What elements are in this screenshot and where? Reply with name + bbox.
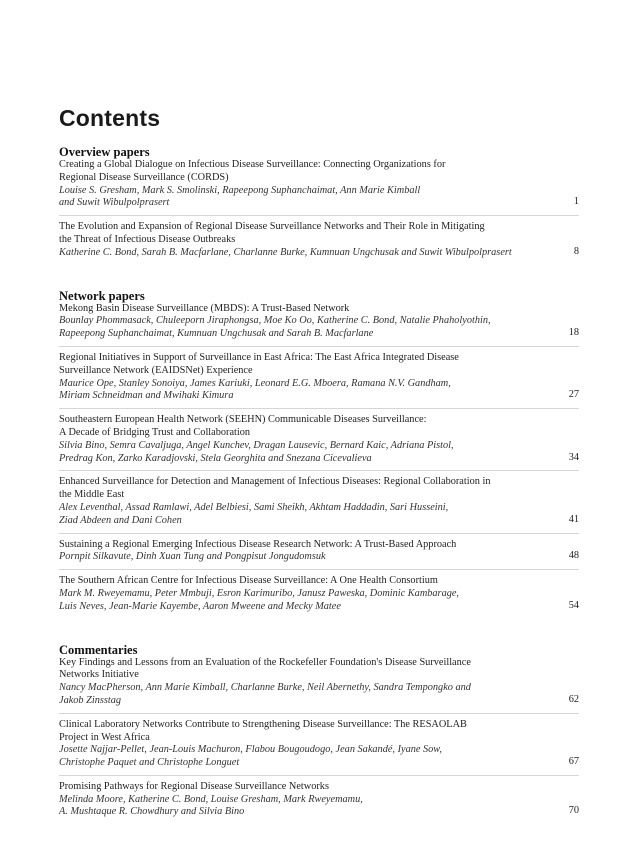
page-title: Contents bbox=[59, 105, 161, 131]
entry-title: Sustaining a Regional Emerging Infectious Disease Research Network: A Trust-Based Approach bbox=[59, 538, 457, 550]
entry-title: The Southern African Centre for Infectious Disease Surveillance: A One Health Consortium bbox=[59, 575, 438, 587]
entry-title: Key Findings and Lessons from an Evaluation of the Rockefeller Foundation's Disease Surveillance Networks Initiative bbox=[59, 656, 471, 681]
section-spacer bbox=[59, 629, 579, 643]
entry-title: The Evolution and Expansion of Regional Disease Surveillance Networks and Their Role in Mitigating the Threat of Infectious Disease Outbreaks bbox=[59, 221, 485, 245]
section-heading: Commentaries bbox=[59, 642, 138, 657]
entry-page-number: 18 bbox=[568, 327, 579, 339]
entry-page-number: 67 bbox=[568, 756, 579, 768]
contents-sections bbox=[59, 145, 579, 824]
entry-title: Enhanced Surveillance for Detection and Management of Infectious Diseases: Regional Collaboration in the Middle East bbox=[59, 476, 491, 501]
entry-page-number: 34 bbox=[568, 451, 579, 463]
entry-page-number: 54 bbox=[568, 599, 579, 611]
entry-page-number: 70 bbox=[568, 805, 579, 817]
toc-entry[interactable] bbox=[59, 414, 579, 471]
entry-authors: Maurice Ope, Stanley Sonoiya, James Kariuki, Leonard E.G. Mboera, Ramana N.V. Gandham, Miriam Schneidman and Mwihaki Kimura bbox=[59, 377, 451, 402]
contents-section bbox=[59, 145, 579, 265]
entry-page-number: 62 bbox=[568, 693, 579, 705]
toc-entry[interactable] bbox=[59, 476, 579, 533]
entry-authors: Nancy MacPherson, Ann Marie Kimball, Charlanne Burke, Neil Abernethy, Sandra Tempongko and Jakob Zinsstag bbox=[59, 682, 471, 706]
entry-authors: Alex Leventhal, Assad Ramlawi, Adel Belbiesi, Sami Sheikh, Akhtam Haddadin, Sari Husseini, Ziad Abdeen and Dani Cohen bbox=[59, 501, 449, 526]
entry-authors: Pornpit Silkavute, Dinh Xuan Tung and Pongpisut Jongudomsuk bbox=[59, 551, 326, 563]
toc-entry[interactable] bbox=[59, 303, 579, 347]
toc-entry[interactable] bbox=[59, 352, 579, 409]
entry-authors: Josette Najjar-Pellet, Jean-Louis Machuron, Flabou Bougoudogo, Jean Sakandé, Iyane Sow, Christophe Paquet and Christophe Longuet bbox=[59, 744, 442, 769]
entry-title: Promising Pathways for Regional Disease Surveillance Networks bbox=[59, 780, 329, 792]
entry-title: Regional Initiatives in Support of Surveillance in East Africa: The East Africa Integrated Disease Surveillance Network (EAIDSNet) Experience bbox=[59, 351, 459, 376]
entry-authors: Silvia Bino, Semra Cavaljuga, Angel Kunchev, Dragan Lausevic, Bernard Kaic, Adriana Pistol, Predrag Kon, Zarko Karadjovski, Stela Georghita and Snezana Cicevalieva bbox=[59, 439, 454, 464]
entry-page-number: 27 bbox=[568, 389, 579, 401]
entry-title: Creating a Global Dialogue on Infectious Disease Surveillance: Connecting Organizations for Regional Disease Surveillance (CORDS) bbox=[59, 159, 446, 183]
toc-entry[interactable] bbox=[59, 159, 579, 216]
toc-entry[interactable] bbox=[59, 221, 579, 264]
entry-page-number: 8 bbox=[573, 245, 579, 257]
entry-page-number: 48 bbox=[568, 550, 579, 562]
toc-entry[interactable] bbox=[59, 657, 579, 714]
entry-title: Mekong Basin Disease Surveillance (MBDS): A Trust-Based Network bbox=[59, 302, 350, 314]
contents-section bbox=[59, 643, 579, 825]
entry-title: Clinical Laboratory Networks Contribute to Strengthening Disease Surveillance: The RESAOLAB Project in West Africa bbox=[59, 718, 467, 743]
contents-section bbox=[59, 289, 579, 619]
section-spacer bbox=[59, 275, 579, 289]
entry-title: Southeastern European Health Network (SEEHN) Communicable Diseases Surveillance: A Decade of Bridging Trust and Collaboration bbox=[59, 414, 427, 438]
toc-entry[interactable] bbox=[59, 539, 579, 571]
entry-authors: Mark M. Rweyemamu, Peter Mmbuji, Esron Karimuribo, Janusz Paweska, Dominic Kambarage, Luis Neves, Jean-Marie Kayembe, Aaron Mweene and Mecky Matee bbox=[59, 587, 460, 612]
entry-authors: Melinda Moore, Katherine C. Bond, Louise Gresham, Mark Rweyemamu, A. Mushtaque R. Chowdhury and Silvia Bino bbox=[59, 793, 363, 818]
entry-authors: Katherine C. Bond, Sarah B. Macfarlane, Charlanne Burke, Kumnuan Ungchusak and Suwit Wibulpolprasert bbox=[59, 246, 512, 258]
toc-entry[interactable] bbox=[59, 719, 579, 776]
entry-page-number: 1 bbox=[573, 196, 579, 208]
section-heading: Network papers bbox=[59, 288, 145, 303]
section-heading: Overview papers bbox=[59, 145, 150, 159]
toc-entry[interactable] bbox=[59, 781, 579, 824]
entry-authors: Louise S. Gresham, Mark S. Smolinski, Rapeepong Suphanchaimat, Ann Marie Kimball and Suwit Wibulpolprasert bbox=[59, 184, 421, 209]
entry-page-number: 41 bbox=[568, 513, 579, 525]
entry-authors: Bounlay Phommasack, Chuleeporn Jiraphongsa, Moe Ko Oo, Katherine C. Bond, Natalie Phaholyothin, Rapeepong Suphanchaimat, Kumnuan Ungchusak and Sarah B. Macfarlane bbox=[59, 315, 491, 340]
toc-entry[interactable] bbox=[59, 575, 579, 618]
contents-page bbox=[59, 104, 579, 834]
